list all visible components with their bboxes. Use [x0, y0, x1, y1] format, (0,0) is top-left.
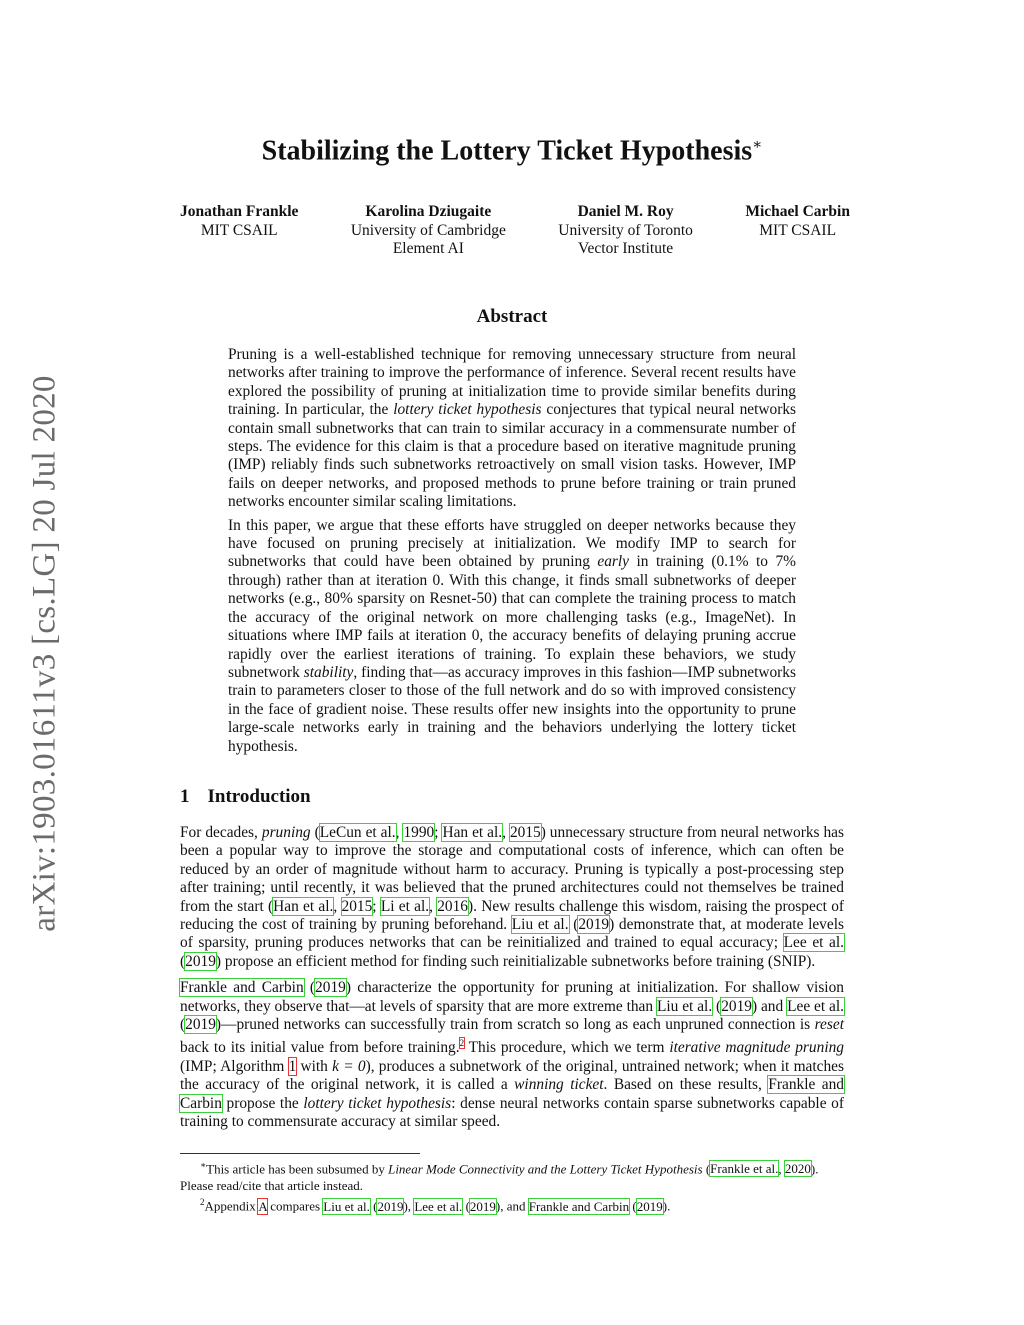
- author-name: Michael Carbin: [745, 203, 850, 220]
- text: ;: [434, 824, 443, 841]
- text: In this paper, we argue that these efforts have struggled on deeper networks because they have focused on pruning precisely at initialization. We modify IMP to search for subnetworks that could have been obtained by pruning: [228, 516, 796, 571]
- citation-link[interactable]: Han et al.: [442, 824, 503, 841]
- emphasis: lottery ticket hypothesis: [303, 1094, 452, 1112]
- abstract-paragraph-2: [228, 517, 796, 756]
- text: in training (0.1% to 7% through) rather than at iteration 0. With this change, it finds small subnetworks of deeper networks (e.g., 80% sparsity on Resnet-50) that can complete the training process to match the accuracy of the original network on more challenging tasks (e.g., ImageNet). In situations where IMP fails at iteration 0, the accuracy benefits of delaying pruning accrue rapidly over the earliest iterations of training. To explain these behaviors, we study subnetwork: [228, 553, 796, 681]
- text: . Based on these results,: [603, 1076, 769, 1094]
- text: (: [568, 916, 579, 934]
- citation-link[interactable]: Liu et al.: [656, 997, 713, 1015]
- citation-link[interactable]: 2019: [377, 1198, 404, 1214]
- citation-link[interactable]: 2019: [636, 1198, 663, 1214]
- author-affiliation-secondary: Vector Institute: [578, 240, 674, 257]
- text: (: [712, 997, 722, 1015]
- citation-link[interactable]: Li et al.: [380, 897, 430, 915]
- text: , finding that—as accuracy improves in this fashion—IMP subnetworks train to parameters closer to those of the full network and do so with improved consistency in the face of gradient noise. These results offer new insights into the opportunity to prune large-scale networks early in training and the behaviors underlying the lottery ticket hypothesis.: [228, 663, 796, 755]
- abstract-paragraph-1: [228, 346, 796, 512]
- arxiv-identifier: arXiv:1903.01611v3 [cs.LG] 20 Jul 2020: [26, 375, 63, 932]
- emphasis: stability: [303, 663, 354, 681]
- citation-link[interactable]: 2019: [721, 997, 752, 1015]
- section-title: Introduction: [207, 786, 311, 807]
- text: (: [369, 1198, 378, 1214]
- author-affiliation: University of Cambridge: [350, 221, 506, 239]
- text: ,: [395, 824, 404, 841]
- text: ) propose an efficient method for finding such reinitializable subnetworks before training (SNIP).: [215, 952, 816, 970]
- footnote-2: [180, 1194, 844, 1214]
- text: (: [303, 979, 316, 997]
- citation-link[interactable]: Frankle and Carbin: [528, 1198, 630, 1214]
- text: This article has been subsumed by: [206, 1161, 389, 1177]
- text: ). Please read/cite that article instead.: [180, 1161, 819, 1194]
- citation-link[interactable]: Lee et al.: [414, 1198, 463, 1214]
- citation-link[interactable]: Frankle et al.: [710, 1161, 779, 1177]
- citation-link[interactable]: Frankle and Carbin: [180, 979, 304, 997]
- citation-link[interactable]: 2020: [784, 1161, 811, 1177]
- text: propose the: [221, 1094, 304, 1112]
- text: Pruning is a well-established technique for removing unnecessary structure from neural networks after training to improve the performance of inference. Several recent results have explored the possibility of pruning at initialization time to provide similar benefits during training. In particular, the: [228, 346, 796, 419]
- text: ). New results challenge this wisdom, raising the prospect of reducing the cost of training by pruning beforehand.: [180, 897, 845, 934]
- text: (: [180, 952, 186, 970]
- text: conjectures that typical neural networks contain small subnetworks that can train to similar accuracy in a commensurate number of steps. The evidence for this claim is that a procedure based on iterative magnitude pruning (IMP) reliably finds such subnetworks retroactively on small vision tasks. However, IMP fails on deeper networks, and proposed methods to prune before training or train pruned networks encounter similar scaling limitations.: [228, 401, 797, 511]
- title-footnote-marker[interactable]: ∗: [752, 137, 763, 153]
- author-affiliation: MIT CSAIL: [200, 221, 278, 239]
- abstract-body: [228, 346, 796, 761]
- text: ),: [403, 1198, 415, 1214]
- text: Appendix: [204, 1198, 259, 1214]
- citation-link[interactable]: Han et al.: [273, 897, 334, 915]
- emphasis: winning ticket: [514, 1076, 604, 1094]
- text: ,: [333, 897, 342, 915]
- emphasis: early: [597, 553, 630, 571]
- text: ,: [429, 897, 438, 915]
- citation-link[interactable]: 2019: [315, 979, 346, 997]
- text: ;: [372, 897, 381, 915]
- footnote-marker: 2: [200, 1197, 205, 1208]
- citation-link[interactable]: 2015: [341, 897, 373, 915]
- citation-link[interactable]: 2019: [578, 916, 610, 934]
- footnote-marker: ∗: [200, 1160, 207, 1170]
- citation-link[interactable]: LeCun et al.: [319, 824, 396, 841]
- author-block: [180, 203, 850, 259]
- text: This procedure, which we term: [464, 1039, 670, 1057]
- citation-link[interactable]: Lee et al.: [783, 934, 844, 952]
- intro-paragraph-2: [180, 979, 844, 1131]
- text: For decades,: [180, 824, 262, 841]
- author-4: [745, 203, 850, 259]
- abstract-heading: Abstract: [476, 306, 548, 327]
- citation-link[interactable]: 2019: [185, 952, 216, 970]
- emphasis: lottery ticket hypothesis: [393, 401, 542, 419]
- text: ) unnecessary structure from neural networks has been a popular way to improve the storage and computational costs of inference, which can often be reduced by an order of magnitude without harm to accuracy. Pruning is typically a post-processing step after training; until recently, it was believed that the pruned architectures could not themselves be trained from the start (: [180, 824, 845, 915]
- text: (: [629, 1198, 637, 1214]
- citation-link[interactable]: 2019: [469, 1198, 496, 1214]
- citation-link[interactable]: 1990: [403, 824, 435, 841]
- author-name: Jonathan Frankle: [180, 203, 299, 220]
- math-inline: k = 0: [332, 1058, 366, 1075]
- citation-link[interactable]: 2016: [437, 897, 468, 915]
- citation-link[interactable]: Liu et al.: [511, 916, 569, 934]
- text: (: [310, 824, 320, 841]
- author-name: Karolina Dziugaite: [365, 203, 492, 220]
- author-affiliation: MIT CSAIL: [759, 221, 837, 239]
- introduction-heading: [180, 786, 311, 808]
- emphasis: pruning: [261, 824, 311, 841]
- citation-link[interactable]: Liu et al.: [323, 1198, 370, 1214]
- section-number: 1: [180, 786, 190, 807]
- footnote-2-link[interactable]: 2: [459, 1038, 465, 1049]
- citation-link[interactable]: Lee et al.: [787, 997, 844, 1015]
- text: ,: [778, 1161, 785, 1177]
- text: ), and: [495, 1198, 529, 1214]
- text: (: [462, 1198, 470, 1214]
- emphasis: reset: [814, 1016, 844, 1034]
- footnote-divider: [180, 1153, 420, 1154]
- text: (: [702, 1161, 711, 1177]
- author-1: [180, 203, 298, 259]
- citation-link[interactable]: Frankle and Carbin: [180, 1076, 844, 1112]
- text: )—pruned networks can successfully train from scratch so long as each unpruned connection is: [215, 1016, 815, 1034]
- text: ) characterize the opportunity for pruning at initialization. For shallow vision networks, they observe that—at levels of sparsity that are more extreme than: [180, 979, 844, 1015]
- text: compares: [266, 1198, 324, 1214]
- author-affiliation-secondary: Element AI: [392, 240, 464, 257]
- citation-link[interactable]: 2015: [509, 824, 541, 841]
- paper-title-text: Stabilizing the Lottery Ticket Hypothesis: [261, 135, 753, 167]
- author-2: [351, 203, 506, 259]
- text: with: [296, 1058, 333, 1075]
- emphasis: Linear Mode Connectivity and the Lottery Ticket Hypothesis: [388, 1161, 703, 1177]
- author-affiliation: University of Toronto: [558, 221, 693, 239]
- introduction-body: [180, 824, 844, 1140]
- footnotes: [180, 1157, 844, 1215]
- text: ) and: [751, 997, 788, 1015]
- emphasis: iterative magnitude pruning: [669, 1039, 844, 1057]
- text: : dense neural networks contain sparse subnetworks capable of training to commensurate accuracy at similar speed.: [180, 1094, 845, 1131]
- text: (: [180, 1016, 186, 1034]
- text: ,: [502, 824, 510, 841]
- text: ) demonstrate that, at moderate levels of sparsity, pruning produces networks that can be reinitialized and trained to equal accuracy;: [180, 916, 844, 952]
- text: (IMP; Algorithm: [180, 1058, 289, 1075]
- intro-paragraph-1: [180, 824, 844, 971]
- text: ).: [662, 1198, 671, 1214]
- author-3: [558, 203, 693, 259]
- algorithm-1-link[interactable]: 1: [288, 1058, 297, 1075]
- citation-link[interactable]: 2019: [185, 1016, 216, 1034]
- author-name: Daniel M. Roy: [577, 203, 674, 220]
- text: ), produces a subnetwork of the original, untrained network; when it matches the accuracy of the original network, it is called a: [180, 1058, 845, 1094]
- footnote-1: [180, 1157, 844, 1194]
- appendix-a-link[interactable]: A: [258, 1198, 267, 1214]
- paper-title: [0, 135, 1024, 167]
- text: back to its initial value from before training.: [180, 1039, 460, 1057]
